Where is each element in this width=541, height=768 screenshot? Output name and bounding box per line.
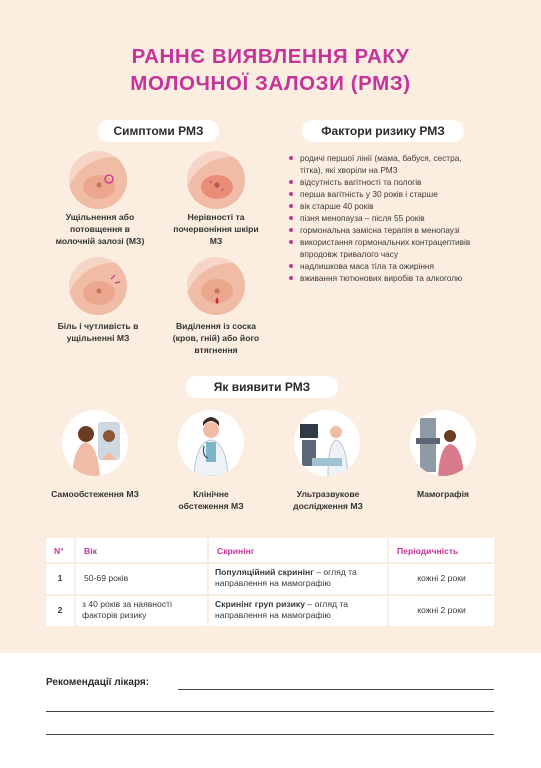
table-header-period: Періодичність [389, 538, 494, 562]
screening-type: Скринінг груп ризику [215, 599, 306, 609]
symptom-label-pain: Біль і чутливість в ущільненні МЗ [57, 321, 139, 343]
table-cell-period: кожні 2 роки [389, 596, 494, 626]
table-cell-n: 2 [46, 596, 74, 626]
table-header-age: Вік [76, 538, 207, 562]
table-header-n: N° [46, 538, 74, 562]
doctor-icon [178, 410, 244, 476]
nipple-discharge-icon [187, 257, 245, 315]
table-header-screening: Скринінг [209, 538, 387, 562]
risk-factors-heading: Фактори ризику РМЗ [302, 120, 464, 142]
list-item: вік старше 40 років [288, 200, 478, 212]
page-title-line2: МОЛОЧНОЇ ЗАЛОЗИ (РМЗ) [130, 72, 411, 95]
list-item: надлишкова маса тіла та ожиріння [288, 260, 478, 272]
symptom-label-redness: Нерівності та почервоніння шкіри МЗ [173, 212, 259, 246]
table-cell-n: 1 [46, 564, 74, 594]
list-item: перша вагітність у 30 років і старше [288, 188, 478, 200]
symptom-label-lump: Ущільнення або потовщення в молочній залозі (МЗ) [55, 212, 145, 246]
recommendations-label: Рекомендації лікаря: [46, 677, 150, 688]
list-item: родичі першої лінії (мама, бабуся, сестра, тітка), які хворіли на РМЗ [288, 152, 478, 176]
list-item: вживання тютюнових виробів та алкоголю [288, 272, 478, 284]
symptoms-heading: Симптоми РМЗ [98, 120, 219, 142]
method-label-mammography: Мамографія [416, 489, 470, 499]
detect-heading: Як виявити РМЗ [186, 376, 338, 398]
screening-desc: – огляд та направлення на мамографію [215, 599, 348, 620]
method-label-self-exam: Самообстеження МЗ [51, 489, 139, 499]
list-item: гормональна замісна терапія в менопаузі [288, 224, 478, 236]
ultrasound-icon [294, 410, 360, 476]
list-item: пізня менопауза – після 55 років [288, 212, 478, 224]
breast-pain-icon [69, 257, 127, 315]
recommendation-line[interactable] [178, 689, 494, 690]
table-cell-screening [209, 564, 387, 594]
table-cell-period: кожні 2 роки [389, 564, 494, 594]
screening-type: Популяційний скринінг [215, 567, 314, 577]
symptom-label-discharge: Виділення із соска (кров, гній) або його втягнення [172, 321, 260, 355]
list-item: відсутність вагітності та пологів [288, 176, 478, 188]
recommendation-line[interactable] [46, 734, 494, 735]
recommendation-line[interactable] [46, 711, 494, 712]
table-cell-age: з 40 років за наявності факторів ризику [76, 596, 207, 626]
self-exam-icon [62, 410, 128, 476]
table-cell-age: 50-69 років [76, 564, 207, 594]
screening-desc: – огляд та направлення на мамографію [215, 567, 357, 588]
breast-lump-icon [69, 151, 127, 209]
method-label-clinical: Клінічне обстеження МЗ [178, 489, 244, 511]
mammography-icon [410, 410, 476, 476]
page-title-line1: РАННЄ ВИЯВЛЕННЯ РАКУ [131, 45, 410, 68]
list-item: використання гормональних контрацептивів впродовж тривалого часу [288, 236, 478, 260]
breast-redness-icon [187, 151, 245, 209]
table-cell-screening [209, 596, 387, 626]
risk-factors-list [288, 152, 478, 284]
method-label-ultrasound: Ультразвукове дослідження МЗ [293, 489, 363, 511]
